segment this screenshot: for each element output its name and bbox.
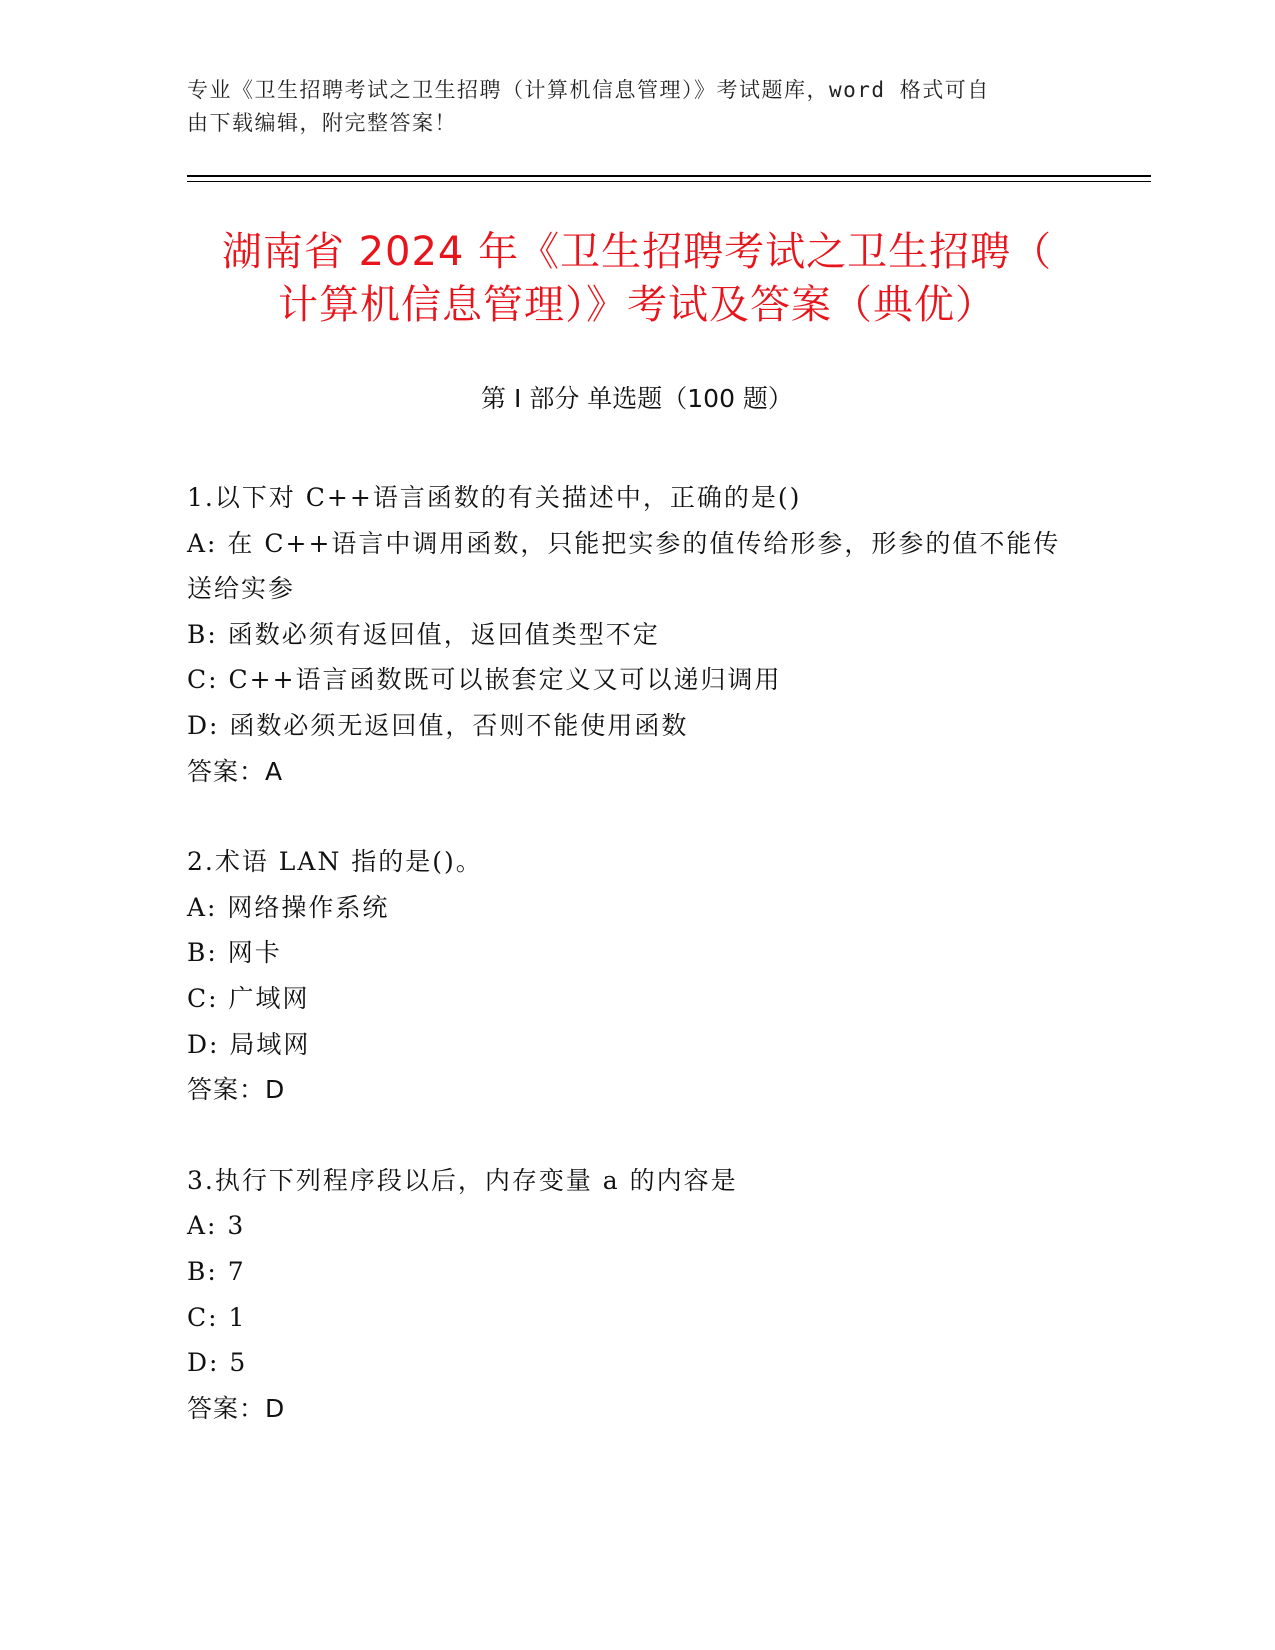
answer-line: 答案：A: [187, 756, 284, 786]
option-b: B: 函数必须有返回值，返回值类型不定: [187, 619, 660, 649]
download-note-line-1: 专业《卫生招聘考试之卫生招聘（计算机信息管理）》考试题库，word 格式可自: [187, 78, 990, 102]
question-list: [187, 475, 1067, 1476]
option-d: D: 函数必须无返回值，否则不能使用函数: [187, 710, 689, 740]
answer-line: 答案：D: [187, 1075, 286, 1105]
option-b: B: 网卡: [187, 938, 282, 968]
answer-line: 答案：D: [187, 1393, 286, 1423]
option-d: D: 5: [187, 1348, 248, 1378]
option-c: C: 广域网: [187, 983, 310, 1013]
option-d: D: 局域网: [187, 1029, 311, 1059]
document-title: [187, 226, 1087, 332]
option-c: C: C++语言函数既可以嵌套定义又可以递归调用: [187, 665, 782, 695]
option-b: B: 7: [187, 1256, 246, 1286]
document-title-line-2: 计算机信息管理）》考试及答案（典优）: [278, 282, 996, 328]
section-heading: 第 I 部分 单选题（100 题）: [481, 384, 793, 413]
question-stem: 3.执行下列程序段以后，内存变量 a 的内容是: [187, 1165, 738, 1195]
option-c: C: 1: [187, 1302, 247, 1332]
download-note: [187, 74, 1067, 140]
document-title-line-1: 湖南省 2024 年《卫生招聘考试之卫生招聘（: [221, 229, 1053, 275]
header-rule-thick: [187, 175, 1151, 177]
header-rule-thin: [187, 181, 1151, 182]
question-2: [187, 839, 1067, 1113]
download-note-line-2: 由下载编辑，附完整答案！: [187, 111, 457, 135]
option-a: A: 网络操作系统: [187, 892, 390, 922]
question-stem: 2.术语 LAN 指的是()。: [187, 847, 483, 877]
question-1: [187, 475, 1067, 794]
option-a: A: 在 C++语言中调用函数，只能把实参的值传给形参，形参的值不能传送给实参: [187, 528, 1061, 604]
question-stem: 1.以下对 C++语言函数的有关描述中，正确的是(): [187, 483, 802, 512]
option-a: A: 3: [187, 1211, 246, 1241]
question-3: [187, 1158, 1067, 1432]
